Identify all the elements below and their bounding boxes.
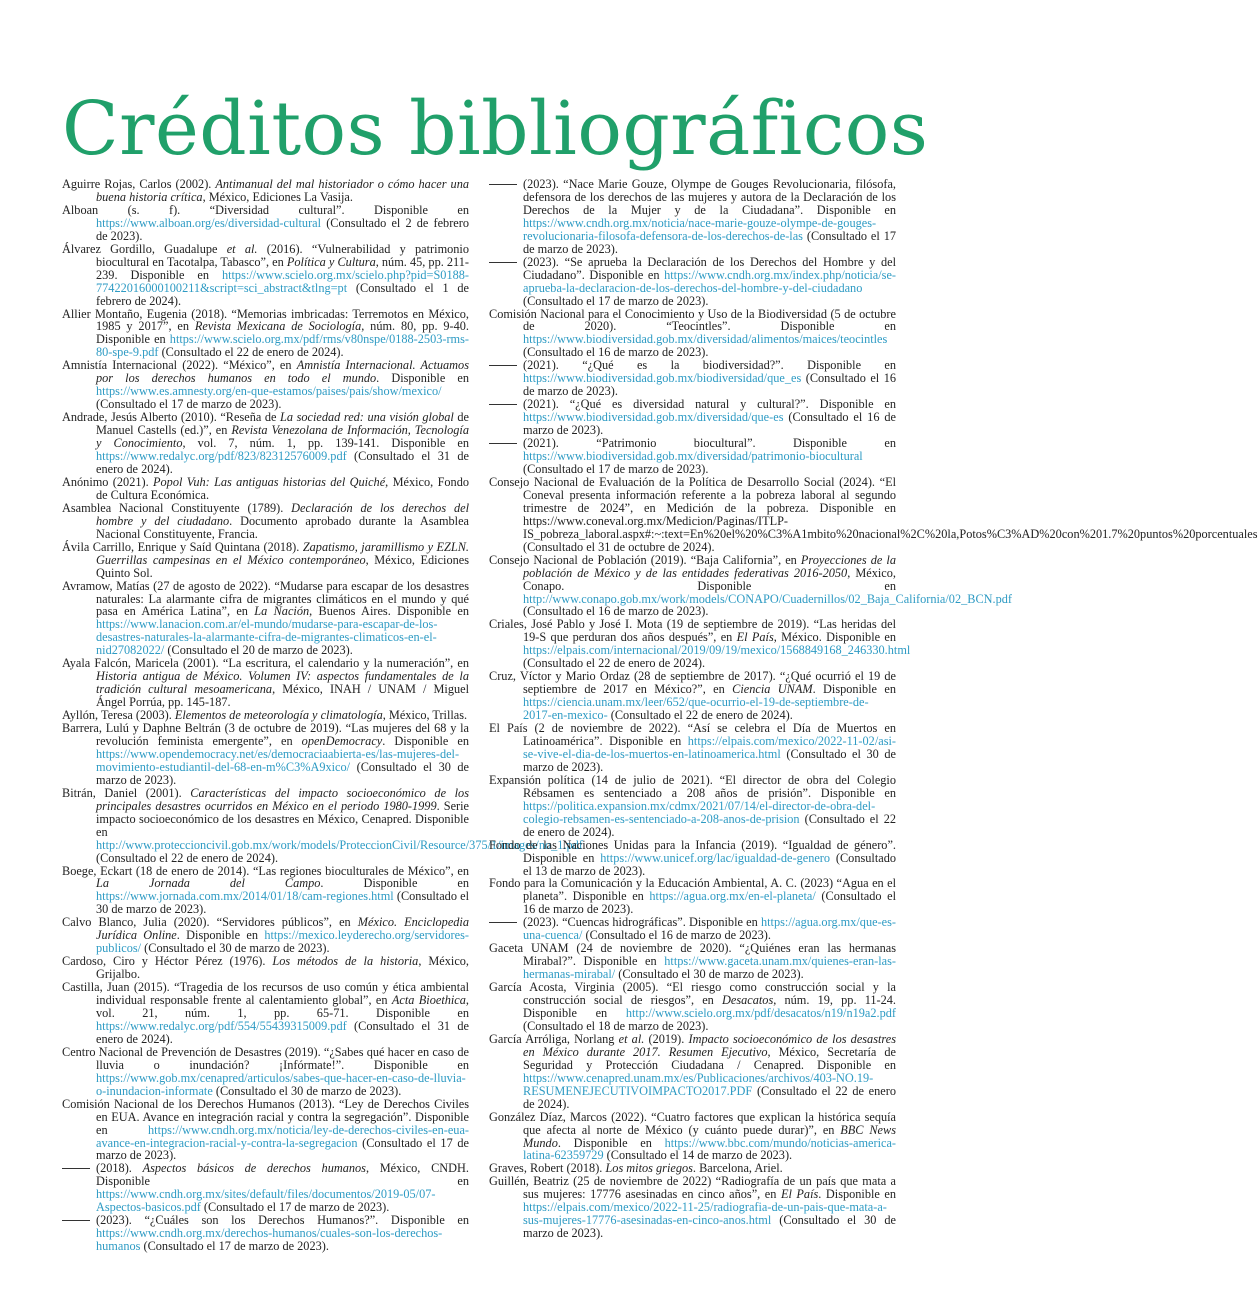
reference-text: (Consultado el 17 de marzo de 2023). [523, 228, 896, 256]
reference-text: Andrade, Jesús Alberto (2010). “Reseña de [62, 410, 281, 425]
reference-text: (Consultado el 17 de marzo de 2023). [200, 1200, 390, 1215]
reference-entry [62, 502, 469, 541]
reference-entry [489, 552, 1012, 619]
reference-link[interactable]: https://www.jornada.com.mx/2014/01/18/cam-regiones.html [96, 889, 394, 904]
reference-italic-title: openDemocracy [301, 733, 383, 748]
bibliography-column-right [489, 177, 1258, 1241]
reference-entry [62, 359, 469, 411]
reference-italic-title: Elementos de meteorología y climatología [174, 708, 383, 723]
reference-link[interactable]: https://www.cndh.org.mx/index.php/noticia/se-aprueba-la-declaracion-de-los-derechos-del-hombre-y-del-ciudadano [523, 267, 896, 295]
reference-text: Álvarez Gordillo, Guadalupe [62, 241, 227, 256]
reference-link[interactable]: https://elpais.com/mexico/2022-11-02/asi-se-vive-el-dia-de-los-muertos-en-latinoamerica.html [523, 733, 896, 761]
reference-link[interactable]: https://www.redalyc.org/pdf/823/82312576009.pdf [96, 449, 347, 464]
reference-text: Ávila Carrillo, Enrique y Saíd Quintana (2018). [62, 539, 303, 554]
reference-text: (2016). “Vulnerabilidad y patrimonio biocultural en Tacotalpa, Tabasco”, en [96, 241, 469, 269]
reference-text: Comisión Nacional para el Conocimiento y Uso de la Biodiversidad (5 de octubre de 2020). “Teocintles”. Disponible en [489, 306, 896, 334]
reference-italic-title: Popol Vuh: Las antiguas historias del Quiché [153, 474, 386, 489]
reference-link[interactable]: https://www.redalyc.org/pdf/554/55439315009.pdf [96, 1018, 347, 1033]
reference-italic-title: Los métodos de la historia [272, 954, 419, 969]
reference-entry [62, 308, 469, 360]
reference-entry [62, 178, 469, 204]
reference-text: (Consultado el 18 de marzo de 2023). [523, 1018, 709, 1033]
reference-text: Avramow, Matías (27 de agosto de 2022). “Mudarse para escapar de los desastres naturales: La alarmante cifra de migrantes climáticos en el mundo y qué pasa en América Latina”, en [62, 578, 469, 619]
reference-text: Castilla, Juan (2015). “Tragedia de los recursos de uso común y ética ambiental individual responsable frente al calentamiento global”, en [62, 980, 469, 1008]
reference-entry [489, 256, 896, 308]
reference-italic-title: et al. [618, 1031, 645, 1046]
reference-text: Alboan (s. f). “Diversidad cultural”. Disponible en [62, 202, 469, 217]
reference-text: . Disponible en [320, 876, 469, 891]
reference-link[interactable]: https://www.cndh.org.mx/sites/default/files/documentos/2019-05/07-Aspectos-basicos.pdf [96, 1187, 436, 1215]
reference-entry [62, 722, 469, 787]
reference-text: García Arróliga, Norlang [489, 1031, 619, 1046]
reference-entry [62, 865, 469, 917]
reference-entry [489, 1175, 896, 1240]
reference-text: Fondo de las Naciones Unidas para la Infancia (2019). “Igualdad de género”. Disponible en [489, 837, 896, 865]
reference-link[interactable]: https://www.cenapred.unam.mx/es/Publicaciones/archivos/403-NO.19-RESUMENEJECUTIVOIMPACTO2017.PDF [523, 1070, 874, 1098]
repeat-author-dash [489, 443, 517, 444]
reference-italic-title: Política y Cultura [286, 254, 376, 269]
reference-text: (Consultado el 17 de marzo de 2023). [96, 1135, 469, 1163]
reference-text: (Consultado el 30 de marzo de 2023). [96, 889, 469, 917]
reference-text: Allier Montaño, Eugenia (2018). “Memorias imbricadas: Terremotos en México, 1985 y 2017”, en [62, 306, 469, 334]
reference-italic-title: Características del impacto socioeconómico de los principales desastres ocurridos en México en el periodo 1980-1999 [96, 785, 469, 813]
reference-entry [489, 1033, 896, 1111]
reference-text: (Consultado el 30 de marzo de 2023). [615, 967, 804, 982]
reference-text: Barrera, Lulú y Daphne Beltrán (3 de octubre de 2019). “Las mujeres del 68 y la revolución feminista emergente”, en [62, 721, 469, 748]
reference-entry [62, 955, 469, 981]
reference-text: (Consultado el 17 de marzo de 2023). [140, 1239, 329, 1254]
reference-entry [489, 437, 896, 476]
reference-link[interactable]: http://www.scielo.org.mx/pdf/desacatos/n19/n19a2.pdf [625, 1006, 896, 1020]
reference-link[interactable]: https://www.biodiversidad.gob.mx/diversidad/que-es [523, 410, 784, 425]
reference-text: (Consultado el 30 de marzo de 2023). [523, 1213, 896, 1241]
reference-italic-title: Desacatos [722, 993, 774, 1008]
reference-italic-title: Declaración de los derechos del hombre y del ciudadano [96, 500, 469, 528]
reference-text: (Consultado el 30 de marzo de 2023). [523, 746, 896, 774]
reference-link[interactable]: https://www.cndh.org.mx/derechos-humanos/cuales-son-los-derechos-humanos [96, 1226, 443, 1254]
repeat-author-dash [489, 184, 517, 185]
reference-text: (Consultado el 13 de marzo de 2023). [523, 850, 896, 878]
reference-text: (Consultado el 31 de enero de 2024). [96, 1018, 469, 1046]
reference-text: (Consultado el 20 de marzo de 2023). [164, 643, 353, 658]
reference-link[interactable]: https://www.gaceta.unam.mx/quienes-eran-las-hermanas-mirabal/ [523, 954, 896, 982]
reference-text: , México, Grijalbo. [96, 954, 469, 982]
reference-italic-title: Revista Mexicana de Sociología [194, 319, 362, 334]
reference-entry [489, 617, 911, 671]
reference-text: (2023). “Nace Marie Gouze, Olympe de Gouges Revolucionaria, filósofa, defensora de los derechos de las mujeres y autora de la Declaración de los Derechos de la Mujer y de la Ciudadana”. Disponible en [523, 177, 896, 217]
reference-link[interactable]: https://elpais.com/mexico/2022-11-25/radiografia-de-un-pais-que-mata-a-sus-mujeres-17776-asesinadas-en-cinco-anos.html [523, 1200, 887, 1228]
reference-entry [489, 308, 896, 360]
reference-link[interactable]: http://www.proteccioncivil.gob.mx/work/models/ProteccionCivil/Resource/375/1/images/no_1.pdf [96, 837, 583, 852]
reference-text: (Consultado el 16 de marzo de 2023). [523, 410, 896, 438]
reference-link[interactable]: https://www.lanacion.com.ar/el-mundo/mudarse-para-escapar-de-los-desastres-naturales-la-alarmante-cifra-de-migrantes-climaticos-en-el-nid27082022/ [96, 617, 438, 658]
reference-text: , México, Trillas. [382, 708, 468, 723]
reference-text: (Consultado el 16 de marzo de 2023). [523, 604, 709, 619]
reference-text: . Disponible en [176, 928, 265, 943]
reference-entry [62, 580, 469, 658]
reference-text: Consejo Nacional de Población (2019). “Baja California”, en [489, 552, 801, 567]
reference-entry [62, 1046, 469, 1098]
reference-text: , vol. 21, núm. 1, pp. 65-71. Disponible en [96, 993, 469, 1020]
reference-link[interactable]: https://www.cndh.org.mx/noticia/ley-de-derechos-civiles-en-eua-avance-en-integracion-racial-y-contra-la-segregacion [96, 1122, 469, 1150]
reference-text: (Consultado el 14 de marzo de 2023). [603, 1148, 793, 1163]
reference-italic-title: Amnistía Internacional. Actuamos por los derechos humanos en todo el mundo [96, 358, 469, 386]
reference-text: (2023). “Se aprueba la Declaración de los Derechos del Hombre y del Ciudadano”. Disponible en [523, 254, 896, 282]
reference-text: El País (2 de noviembre de 2022). “Así se celebra el Día de Muertos en Latinoamérica”. Disponible en [489, 721, 896, 748]
reference-entry [489, 670, 896, 722]
reference-text: Aguirre Rojas, Carlos (2002). [62, 177, 216, 191]
reference-text: de Manuel Castells (ed.)”, en [96, 410, 469, 438]
reference-entry [489, 398, 896, 437]
reference-entry [62, 916, 469, 955]
reference-text: Expansión política (14 de julio de 2021). “El director de obra del Colegio Rébsamen es sentenciado a 208 años de prisión”. Disponible en [489, 772, 896, 800]
reference-text: , núm. 45, pp. 211-239. Disponible en [96, 254, 469, 282]
reference-text: , México, Ediciones La Vasija. [202, 189, 353, 204]
reference-text: , núm. 19, pp. 11-24. Disponible en [523, 993, 897, 1020]
reference-text: Centro Nacional de Prevención de Desastres (2019). “¿Sabes qué hacer en caso de lluvia o inundación? ¡Infórmate!”. Disponible en [62, 1044, 469, 1072]
reference-entry [62, 785, 583, 865]
reference-text: (Consultado el 16 de marzo de 2023). [523, 371, 896, 399]
reference-text: . Documento aprobado durante la Asamblea Nacional Constituyente, Francia. [96, 513, 469, 541]
reference-text: Boege, Eckart (18 de enero de 2014). “Las regiones bioculturales de México”, en [62, 863, 469, 878]
reference-entry [62, 981, 469, 1046]
reference-entry [62, 243, 469, 308]
reference-text: (2023). “Cuencas hidrográficas”. Disponible en [523, 915, 761, 930]
reference-text: González Díaz, Marcos (2022). “Cuatro factores que explican la histórica sequía que afecta al norte de México (y cuánto puede durar)”, en [489, 1109, 896, 1137]
reference-text: Anónimo (2021). [62, 474, 154, 489]
reference-text: Asamblea Nacional Constituyente (1789). [62, 500, 292, 515]
reference-entry [489, 474, 1258, 554]
reference-link[interactable]: https://www.cndh.org.mx/noticia/nace-marie-gouze-olympe-de-gouges-revolucionaria-filosofa-defensora-de-los-derechos-de-las [523, 215, 877, 243]
reference-text: Gaceta UNAM (24 de noviembre de 2020). “¿Quiénes eran las hermanas Mirabal?”. Disponible en [489, 941, 896, 969]
reference-text: (Consultado el 31 de enero de 2024). [96, 449, 469, 476]
reference-text: (Consultado el 30 de marzo de 2023). [96, 759, 469, 787]
reference-text: Graves, Robert (2018). [489, 1161, 606, 1176]
reference-text: (Consultado el 1 de febrero de 2024). [96, 280, 469, 308]
reference-text: (Consultado el 22 de enero de 2024). [523, 656, 706, 671]
reference-entry [489, 839, 896, 878]
reference-link[interactable]: https://www.gob.mx/cenapred/articulos/sabes-que-hacer-en-caso-de-lluvia-o-inundacion-informate [96, 1070, 466, 1098]
reference-italic-title: Acta Bioethica [391, 993, 466, 1008]
reference-entry [489, 178, 896, 256]
reference-italic-title: Impacto socioeconómico de los desastres en México durante 2017. Resumen Ejecutivo [523, 1031, 896, 1059]
reference-text: (2019). [644, 1031, 689, 1046]
reference-link[interactable]: https://politica.expansion.mx/cdmx/2021/07/14/el-director-de-obra-del-colegio-rebsamen-es-sentenciado-a-208-anos-de-prision [523, 798, 876, 826]
reference-text: (2018). [96, 1161, 143, 1176]
reference-text: (Consultado el 17 de marzo de 2023). [523, 293, 709, 308]
reference-text: (Consultado el 16 de marzo de 2023). [582, 928, 771, 943]
reference-text: , México. Disponible en [773, 630, 896, 645]
reference-link[interactable]: https://www.biodiversidad.gob.mx/diversidad/patrimonio-biocultural [523, 449, 863, 464]
reference-link[interactable]: https://www.scielo.org.mx/scielo.php?pid=S0188-77422016000100211&script=sci_abstract&tlng=pt [96, 267, 469, 295]
reference-text: (Consultado el 22 de enero de 2024). [96, 850, 279, 865]
reference-text: Amnistía Internacional (2022). “México”, en [62, 358, 297, 373]
reference-text: (2023). “¿Cuáles son los Derechos Humanos?”. Disponible en [96, 1213, 469, 1228]
reference-text: (2021). “Patrimonio biocultural”. Disponible en [523, 436, 896, 451]
reference-italic-title: BBC News Mundo [523, 1122, 896, 1150]
reference-text: (2021). “¿Qué es diversidad natural y cultural?”. Disponible en [523, 397, 896, 412]
reference-link[interactable]: https://www.scielo.org.mx/pdf/rms/v80nspe/0188-2503-rms-80-spe-9.pdf [96, 332, 469, 360]
reference-text: . Disponible en [376, 371, 469, 386]
reference-italic-title: Zapatismo, jaramillismo y EZLN. Guerrillas campesinas en el México contemporáneo [96, 539, 470, 567]
reference-italic-title: Los mitos griegos [605, 1161, 693, 1176]
repeat-author-dash [62, 1168, 90, 1169]
reference-italic-title: La sociedad red: una visión global [280, 410, 454, 425]
reference-text: (2021). “¿Qué es la biodiversidad?”. Disponible en [523, 358, 896, 373]
reference-text: , vol. 7, núm. 1, pp. 139-141. Disponible en [182, 436, 469, 451]
reference-text: . Disponible en [557, 1135, 665, 1150]
reference-link[interactable]: https://agua.org.mx/que-es-una-cuenca/ [523, 915, 896, 943]
reference-text: Ayllón, Teresa (2003). [62, 708, 175, 723]
reference-entry [489, 722, 896, 774]
reference-text: . Disponible en [818, 1187, 897, 1202]
reference-italic-title: La Jornada del Campo [96, 876, 321, 891]
reference-text: Fondo para la Comunicación y la Educación Ambiental, A. C. (2023) “Agua en el planeta”. Disponible en [489, 876, 896, 904]
reference-text: Comisión Nacional de los Derechos Humanos (2013). “Ley de Derechos Civiles en EUA. Avance en integración racial y contra la segregación”. Disponible en [62, 1096, 469, 1137]
reference-entry [62, 1162, 469, 1214]
reference-link[interactable]: https://www.opendemocracy.net/es/democraciaabierta-es/las-mujeres-del-movimiento-estudiantil-del-68-en-m%C3%A9xico/ [96, 746, 460, 774]
reference-italic-title: Ciencia UNAM [732, 682, 813, 697]
reference-entry [489, 877, 896, 916]
reference-text: García Acosta, Virginia (2005). “El riesgo como construcción social y la construcción social de riesgos”, en [489, 980, 896, 1008]
reference-italic-title: La Nación [254, 604, 310, 619]
reference-link[interactable]: https://agua.org.mx/en-el-planeta/ [649, 889, 816, 904]
repeat-author-dash [62, 1220, 90, 1221]
reference-text: , Buenos Aires. Disponible en [309, 604, 469, 619]
reference-entry [62, 411, 469, 476]
reference-text: Bitrán, Daniel (2001). [62, 785, 191, 800]
reference-link[interactable]: https://www.alboan.org/es/diversidad-cultural [96, 215, 322, 230]
reference-text: (Consultado el 30 de marzo de 2023). [141, 941, 330, 956]
reference-italic-title: El País [736, 630, 774, 645]
reference-link[interactable]: http://www.conapo.gob.mx/work/models/CONAPO/Cuadernillos/02_Baja_California/02_BCN.pdf [523, 591, 1012, 606]
reference-text: . Disponible en [382, 733, 470, 748]
reference-text: , México, Fondo de Cultura Económica. [96, 474, 470, 502]
reference-text: . Disponible en [812, 682, 896, 697]
reference-italic-title: Aspectos básicos de derechos humanos [142, 1161, 366, 1176]
reference-italic-title: Revista Venezolana de Información, Tecnología y Conocimiento [96, 423, 469, 451]
reference-link[interactable]: https://www.biodiversidad.gob.mx/biodiversidad/que_es [523, 371, 802, 386]
reference-text: Calvo Blanco, Julia (2020). “Servidores públicos”, en [62, 915, 358, 930]
reference-italic-title: El País [780, 1187, 819, 1202]
reference-entry [489, 916, 896, 942]
reference-text: (Consultado el 16 de marzo de 2023). [523, 345, 709, 360]
reference-entry [62, 541, 469, 580]
reference-entry [489, 942, 896, 981]
reference-text: Criales, José Pablo y José I. Mota (19 de septiembre de 2019). “Las heridas del 19-S que perduran dos años después”, en [489, 617, 896, 645]
reference-italic-title: México. Enciclopedia Jurídica Online [96, 915, 469, 943]
reference-link[interactable]: https://www.unicef.org/lac/igualdad-de-genero [600, 850, 831, 865]
reference-entry [62, 1214, 469, 1253]
repeat-author-dash [489, 404, 517, 405]
reference-text: . Serie impacto socioeconómico de los desastres en México, Cenapred. Disponible en [96, 798, 469, 839]
repeat-author-dash [489, 922, 517, 923]
reference-italic-title: Historia antigua de México. Volumen IV: aspectos fundamentales de la tradición cultural mesoamericana [96, 669, 469, 697]
reference-link[interactable]: https://ciencia.unam.mx/leer/652/que-ocurrio-el-19-de-septiembre-de-2017-en-mexico- [523, 695, 869, 723]
reference-text: , México, Ediciones Quinto Sol. [96, 552, 469, 580]
reference-text: (Consultado el 17 de marzo de 2023). [96, 397, 282, 412]
reference-text: (Consultado el 22 de enero de 2024). [523, 811, 896, 839]
reference-text: , México, Secretaría de Seguridad y Protección Ciudadana / Cenapred. Disponible en [523, 1044, 896, 1072]
reference-entry [62, 476, 469, 502]
reference-text: , México, INAH / UNAM / Miguel Ángel Porrúa, pp. 145-187. [96, 682, 469, 710]
reference-entry [489, 981, 896, 1033]
reference-entry [62, 1098, 469, 1163]
reference-italic-title: Antimanual del mal historiador o cómo hacer una buena historia crítica [96, 177, 469, 204]
reference-italic-title: Proyecciones de la población de México y de las entidades federativas 2016-2050 [523, 552, 896, 580]
reference-italic-title: et al. [226, 241, 258, 256]
reference-text: (Consultado el 22 de enero de 2024). [607, 708, 793, 723]
reference-text: (Consultado el 16 de marzo de 2023). [523, 889, 896, 917]
reference-text: (Consultado el 17 de marzo de 2023). [523, 461, 709, 476]
reference-link[interactable]: https://www.es.amnesty.org/en-que-estamos/paises/pais/show/mexico/ [96, 384, 442, 399]
page-title: Créditos bibliográficos [62, 86, 929, 172]
reference-link[interactable]: https://www.bbc.com/mundo/noticias-america-latina-62359729 [523, 1135, 896, 1163]
reference-link[interactable]: https://elpais.com/internacional/2019/09/19/mexico/1568849168_246330.html [523, 643, 911, 658]
reference-entry [62, 657, 469, 709]
reference-text: Guillén, Beatriz (25 de noviembre de 2022) “Radiografía de un país que mata a sus mujeres: 17776 asesinadas en cinco años”, en [489, 1174, 896, 1202]
reference-entry [62, 204, 469, 243]
reference-text: Ayala Falcón, Maricela (2001). “La escritura, el calendario y la numeración”, en [62, 656, 469, 671]
reference-entry [489, 359, 896, 398]
reference-text: Cardoso, Ciro y Héctor Pérez (1976). [62, 954, 273, 969]
reference-text: . Barcelona, Ariel. [692, 1161, 783, 1176]
reference-text: Cruz, Víctor y Mario Ordaz (28 de septiembre de 2017). “¿Qué ocurrió el 19 de septiembre de 2017 en México?”, en [489, 669, 896, 697]
repeat-author-dash [489, 262, 517, 263]
reference-text: (Consultado el 30 de marzo de 2023). [212, 1083, 402, 1098]
reference-text: (Consultado el 22 de enero de 2024). [158, 345, 344, 360]
reference-link[interactable]: https://mexico.leyderecho.org/servidores-publicos/ [96, 928, 469, 956]
reference-entry [489, 1111, 896, 1163]
reference-link[interactable]: https://www.biodiversidad.gob.mx/diversidad/alimentos/maices/teocintles [523, 332, 888, 347]
repeat-author-dash [489, 365, 517, 366]
reference-text: (Consultado el 2 de febrero de 2023). [96, 215, 469, 243]
reference-text: , núm. 80, pp. 9-40. Disponible en [96, 319, 469, 347]
reference-text: (Consultado el 22 de enero de 2024). [523, 1083, 896, 1111]
reference-text: , México, Conapo. Disponible en [523, 565, 896, 593]
reference-text: Consejo Nacional de Evaluación de la Política de Desarrollo Social (2024). “El Coneval presenta información referente a la pobreza laboral al segundo trimestre de 2024”, en Medición de la pobreza. Disponible en https://www.coneval.org.mx/Medicion/Paginas/ITLP-IS_pobreza_laboral.aspx#:~:text=En%20el%20%C3%A1mbito%20nacional%2C%20la,Potos%C3%AD%20con%201.7%20puntos%20porcentuales (Consultado el 31 de octubre de 2024). [489, 474, 1258, 554]
reference-text: , México, CNDH. Disponible en [96, 1161, 469, 1189]
reference-entry [489, 774, 896, 839]
